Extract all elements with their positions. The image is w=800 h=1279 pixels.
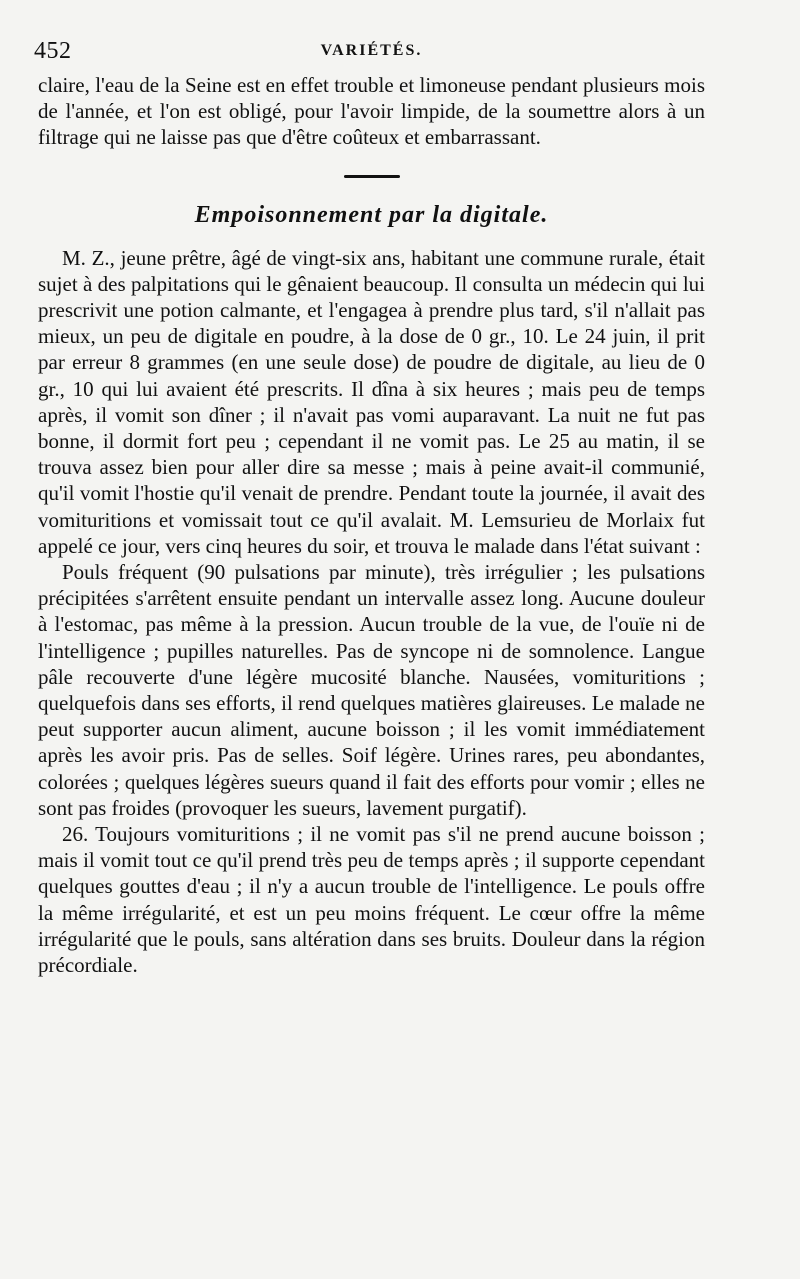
body-paragraph: Pouls fréquent (90 pulsations par minute), très irrégulier ; les pulsations précipitées s'arrêtent ensuite pendant un intervalle assez long. Aucune douleur à l'estomac, pas même à la pression. Aucun trouble de la vue, de l'ouïe ni de l'intelligence ; pupilles naturelles. Pas de syncope ni de somnolence. Langue pâle recouverte d'une légère mucosité blanche. Nausées, vomituritions ; quelquefois dans ses efforts, il rend quelques matières glaireuses. Le malade ne peut supporter aucun aliment, aucune boisson ; il les vomit immédiatement après les avoir pris. Pas de selles. Soif légère. Urines rares, peu abondantes, colorées ; quelques légères sueurs quand il fait des efforts pour vomir ; elles ne sont pas froides (provoquer les sueurs, lavement purgatif). bbox=[38, 560, 705, 820]
page-header bbox=[34, 28, 705, 72]
running-head: VARIÉTÉS. bbox=[320, 42, 423, 59]
intro-paragraph: claire, l'eau de la Seine est en effet trouble et limoneuse pendant plusieurs mois de l'année, et l'on est obligé, pour l'avoir limpide, de la soumettre alors à un filtrage qui ne laisse pas que d'être coûteux et embarrassant. bbox=[38, 73, 705, 150]
section-title: Empoisonnement par la digitale. bbox=[194, 201, 549, 228]
page-number: 452 bbox=[34, 38, 72, 64]
body-paragraph: M. Z., jeune prêtre, âgé de vingt-six ans, habitant une commune rurale, était sujet à des palpitations qui le gênaient beaucoup. Il consulta un médecin qui lui prescrivit une potion calmante, et l'engagea à prendre plus tard, s'il n'allait pas mieux, un peu de digitale en poudre, à la dose de 0 gr., 10. Le 24 juin, il prit par erreur 8 grammes (en une seule dose) de poudre de digitale, au lieu de 0 gr., 10 qui lui avaient été prescrits. Il dîna à six heures ; mais peu de temps après, il vomit son dîner ; il n'avait pas vomi auparavant. La nuit ne fut pas bonne, il dormit fort peu ; cependant il ne vomit pas. Le 25 au matin, il se trouva assez bien pour aller dire sa messe ; mais à peine avait-il communié, qu'il vomit l'hostie qu'il venait de prendre. Pendant toute la journée, il avait des vomituritions et vomissait tout ce qu'il avalait. M. Lemsurieu de Morlaix fut appelé ce jour, vers cinq heures du soir, et trouva le malade dans l'état suivant : bbox=[38, 245, 705, 558]
body-paragraph: 26. Toujours vomituritions ; il ne vomit pas s'il ne prend aucune boisson ; mais il vomit tout ce qu'il prend très peu de temps après ; il supporte cependant quelques gouttes d'eau ; il n'y a aucun trouble de l'intelligence. Le pouls offre la même irrégularité, et est un peu moins fréquent. Le cœur offre la même irrégularité que le pouls, sans altération dans ses bruits. Douleur dans la région précordiale. bbox=[38, 822, 705, 978]
section-divider bbox=[344, 175, 400, 178]
book-page bbox=[34, 28, 705, 978]
